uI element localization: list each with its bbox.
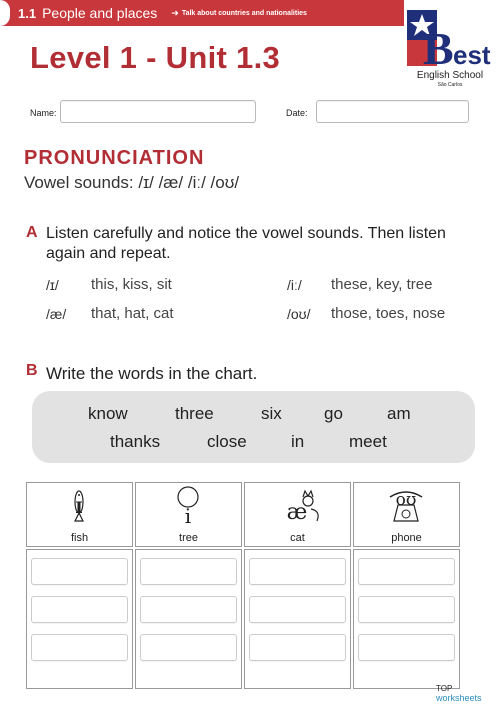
vowel-words-ou: those, toes, nose (331, 305, 446, 322)
answer-cell[interactable] (140, 596, 237, 623)
logo-line2: São Carlos (437, 82, 463, 88)
section-b-instruction: Write the words in the chart. (46, 364, 258, 383)
vowel-symbol-ae: /æ/ (46, 306, 67, 322)
vowel-symbol-i-long: /iː/ (287, 277, 302, 293)
answer-cell[interactable] (140, 634, 237, 661)
answer-cell[interactable] (358, 558, 455, 585)
fish-icon (27, 483, 132, 527)
answer-cell[interactable] (249, 634, 346, 661)
logo-brand-b: B (423, 23, 454, 74)
chart-column-tree (135, 549, 242, 689)
word-know[interactable]: know (88, 404, 128, 423)
arrow-icon: ➜ (171, 7, 179, 18)
header-title: People and places (42, 5, 158, 21)
chart-label-fish: fish (70, 532, 89, 544)
date-label: Date: (286, 108, 308, 118)
section-number: 1.1 (18, 5, 37, 21)
phone-icon (354, 483, 459, 527)
chart-label-cat: cat (290, 532, 305, 544)
header-subtitle: Talk about countries and nationalities (181, 9, 307, 17)
phone-symbol: oʊ (395, 490, 417, 510)
answer-cell[interactable] (249, 596, 346, 623)
section-a-letter: A (26, 224, 38, 241)
answer-cell[interactable] (31, 558, 128, 585)
word-thanks[interactable]: thanks (110, 432, 161, 451)
chart-column-phone (353, 549, 460, 689)
tree-icon (136, 483, 241, 527)
word-am[interactable]: am (387, 404, 411, 423)
header-notch (0, 0, 10, 26)
fish-symbol: I (75, 498, 83, 517)
section-a-instruction-line1: Listen carefully and notice the vowel sounds. Then listen (46, 225, 446, 242)
chart-column-fish (26, 549, 133, 689)
vowel-words-ae: that, hat, cat (91, 305, 174, 322)
answer-cell[interactable] (140, 558, 237, 585)
footer-worksheets-label: worksheets (436, 693, 482, 703)
cat-icon (245, 483, 350, 527)
tree-symbol: i (184, 504, 192, 527)
chart-header-tree (135, 482, 242, 547)
chart-label-phone: phone (391, 532, 422, 544)
answer-cell[interactable] (31, 634, 128, 661)
footer-top-label: TOP (436, 684, 453, 693)
word-bank (32, 391, 475, 463)
cat-symbol: æ (286, 500, 308, 525)
answer-cell[interactable] (358, 596, 455, 623)
word-three[interactable]: three (175, 404, 214, 423)
header-bar (0, 0, 404, 26)
vowel-symbol-ou: /oʊ/ (287, 306, 311, 322)
logo-line1: English School (416, 70, 484, 81)
word-in[interactable]: in (291, 432, 305, 451)
word-six[interactable]: six (261, 404, 282, 423)
chart-label-tree: tree (179, 532, 198, 544)
answer-cell[interactable] (249, 558, 346, 585)
answer-cell[interactable] (31, 596, 128, 623)
word-meet[interactable]: meet (349, 432, 387, 451)
chart-header-cat (244, 482, 351, 547)
word-close[interactable]: close (207, 432, 247, 451)
section-b-letter: B (26, 362, 38, 379)
chart-header-phone (353, 482, 460, 547)
section-a-instruction-line2: again and repeat. (46, 245, 171, 262)
date-field[interactable] (316, 100, 469, 123)
answer-cell[interactable] (358, 634, 455, 661)
name-label: Name: (30, 108, 57, 118)
vowel-sounds-subheading: Vowel sounds: /ɪ/ /æ/ /iː/ /oʊ/ (24, 173, 240, 192)
word-go[interactable]: go (324, 404, 343, 423)
chart-header-fish (26, 482, 133, 547)
name-field[interactable] (60, 100, 256, 123)
vowel-symbol-i-short: /ɪ/ (46, 277, 59, 293)
chart-column-cat (244, 549, 351, 689)
logo-brand-rest: est (453, 40, 491, 70)
page-title: Level 1 - Unit 1.3 (30, 40, 281, 75)
vowel-words-i-short: this, kiss, sit (91, 276, 172, 293)
pronunciation-heading: PRONUNCIATION (24, 147, 205, 169)
vowel-words-i-long: these, key, tree (331, 276, 433, 293)
